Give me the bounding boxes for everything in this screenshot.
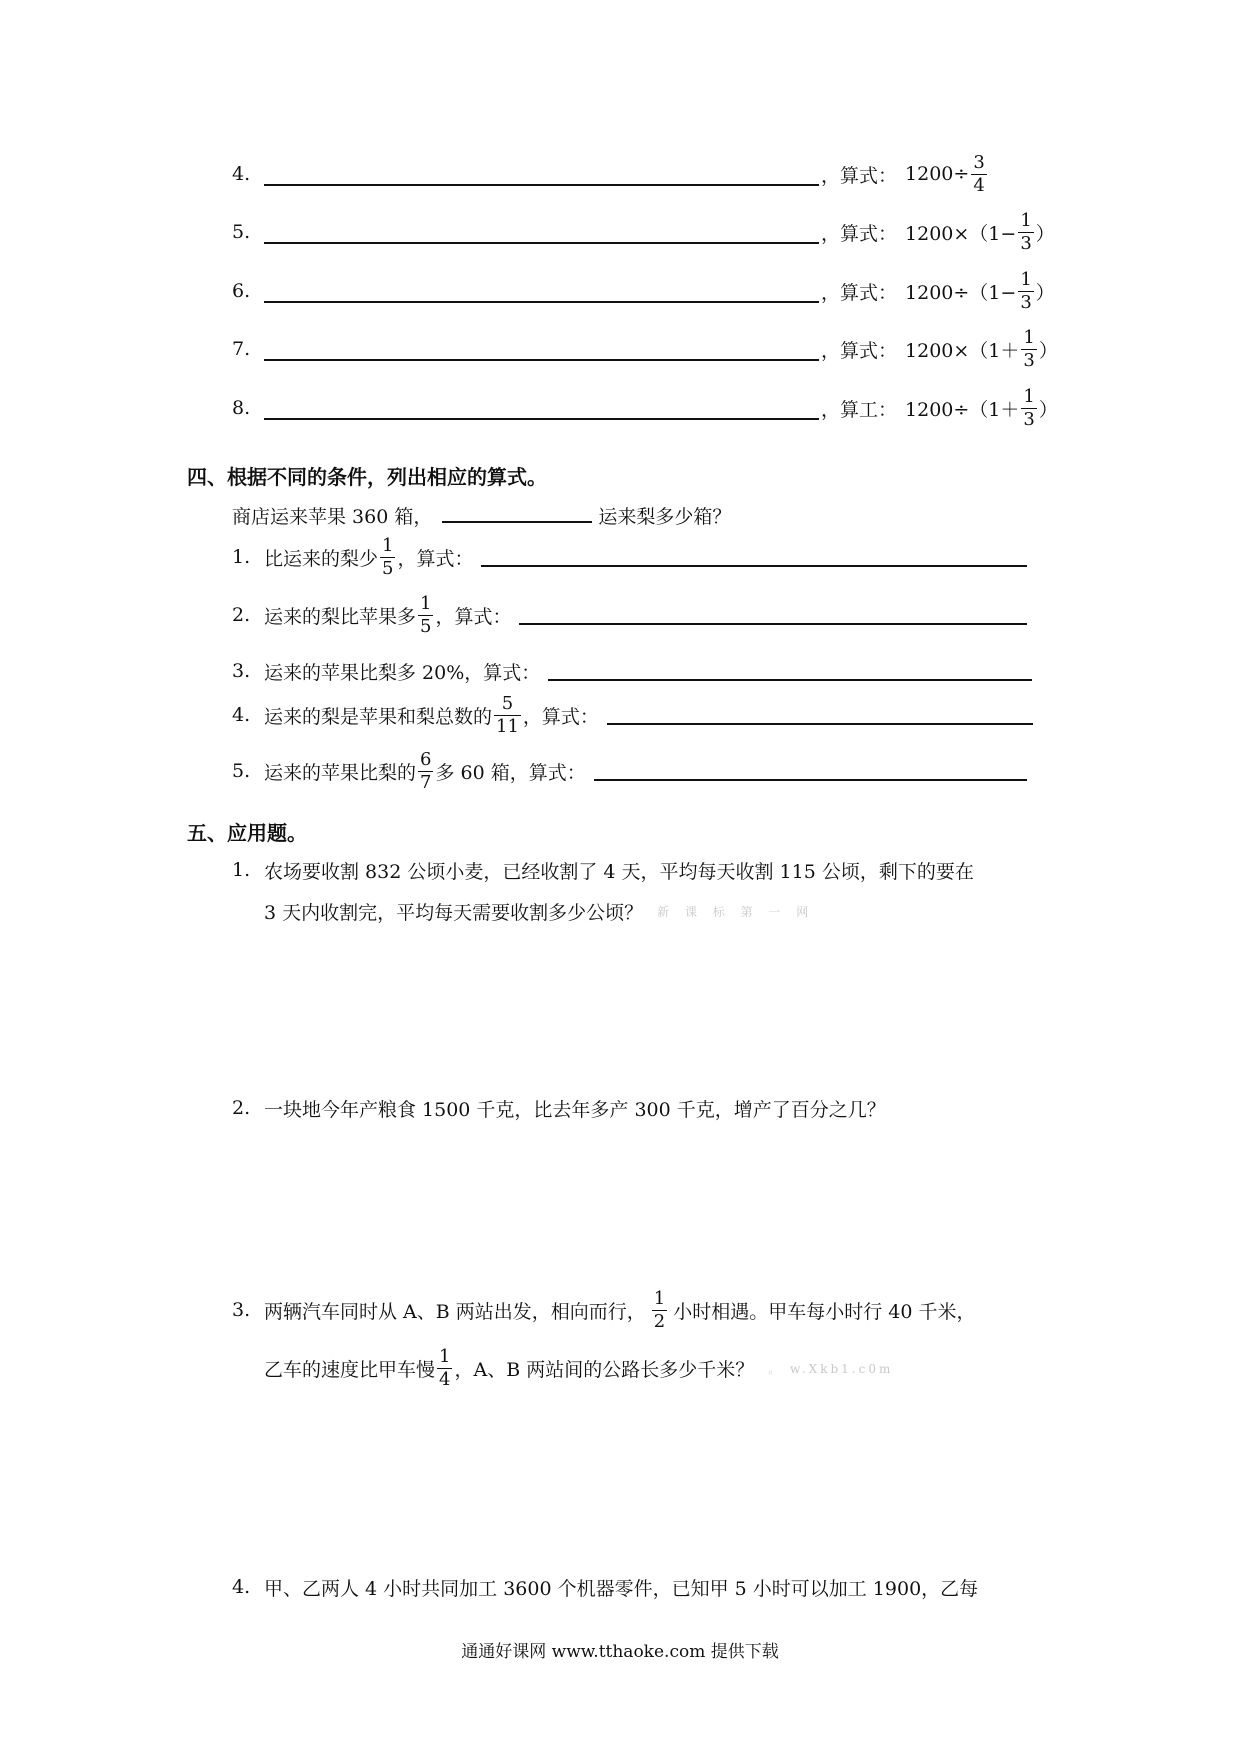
- condition-row: [232, 689, 1033, 741]
- fraction-numerator: 1: [1023, 326, 1035, 348]
- condition-row: [232, 531, 1027, 583]
- q3-fraction-half: [652, 1288, 667, 1333]
- page-footer: 通通好课网 www.tthaoke.com 提供下载: [461, 1642, 779, 1662]
- calc-fraction: [1021, 327, 1036, 372]
- condition-fraction: [418, 749, 433, 794]
- calc-suffix: ）: [1038, 339, 1058, 362]
- calc-suffix: ）: [1035, 281, 1055, 304]
- calc-row: [232, 382, 1058, 434]
- q1-line2: [264, 896, 814, 926]
- separator: ，: [821, 222, 841, 245]
- answer-blank[interactable]: [548, 679, 1032, 681]
- q1-number: 1.: [232, 859, 251, 881]
- calc-row: [232, 265, 1055, 317]
- fraction-numerator: 1: [1020, 209, 1032, 231]
- fraction-denominator: 7: [420, 771, 432, 793]
- answer-blank[interactable]: [607, 723, 1033, 725]
- fraction-denominator: 3: [1020, 232, 1032, 254]
- q3-line1: [232, 1285, 975, 1335]
- q2-text: 一块地今年产粮食 1500 千克，比去年多产 300 千克，增产了百分之几？: [264, 1098, 886, 1121]
- item-number: 5.: [232, 221, 251, 243]
- q4-number: 4.: [232, 1576, 251, 1598]
- q2-number: 2.: [232, 1097, 251, 1119]
- calc-prefix: 1200×（1＋: [905, 339, 1020, 362]
- condition-fraction: [494, 693, 521, 738]
- q3-line2: [264, 1343, 893, 1393]
- item-number: 1.: [232, 546, 251, 568]
- condition-text: 运来的梨是苹果和梨总数的: [264, 705, 493, 728]
- q1-line1: [232, 855, 974, 885]
- answer-blank[interactable]: [264, 418, 819, 420]
- q1-watermark: 新 课 标 第 一 网: [657, 904, 815, 919]
- calc-fraction: [1021, 386, 1036, 431]
- fraction-numerator: 6: [420, 748, 432, 770]
- item-number: 6.: [232, 280, 251, 302]
- section-4-intro: [232, 500, 731, 530]
- condition-text: 比运来的梨少: [264, 547, 379, 570]
- item-number: 8.: [232, 397, 251, 419]
- q3-number: 3.: [232, 1299, 251, 1321]
- fraction-denominator: 4: [973, 174, 985, 196]
- condition-row: [232, 589, 1027, 641]
- item-number: 4.: [232, 163, 251, 185]
- calc-label: 算式：: [840, 281, 898, 304]
- q3-text-1a: 两辆汽车同时从 A、B 两站出发，相向而行，: [264, 1300, 646, 1323]
- answer-blank[interactable]: [264, 184, 819, 186]
- item-number: 3.: [232, 660, 251, 682]
- separator: ，: [821, 164, 841, 187]
- condition-fraction: [380, 535, 395, 580]
- calc-prefix: 1200÷: [905, 163, 970, 185]
- answer-blank[interactable]: [264, 242, 819, 244]
- q3-frac2-denominator: 4: [439, 1368, 451, 1390]
- answer-blank[interactable]: [481, 565, 1027, 567]
- section-4-heading: 四、根据不同的条件，列出相应的算式。: [187, 465, 547, 489]
- q3-frac2-numerator: 1: [439, 1345, 451, 1367]
- item-number: 4.: [232, 704, 251, 726]
- condition-row: [232, 745, 1027, 797]
- fraction-numerator: 5: [501, 692, 514, 714]
- calc-prefix: 1200×（1−: [905, 222, 1017, 245]
- fraction-denominator: 11: [496, 715, 519, 737]
- q1-text-1: 农场要收割 832 公顷小麦，已经收割了 4 天，平均每天收割 115 公顷，剩下的要在: [264, 860, 974, 883]
- calc-prefix: 1200÷（1−: [905, 281, 1017, 304]
- q1-text-2: 3 天内收割完，平均每天需要收割多少公顷？: [264, 901, 644, 924]
- separator: ，: [821, 281, 841, 304]
- fraction-denominator: 3: [1023, 349, 1035, 371]
- intro-text-b: 运来梨多少箱？: [598, 505, 732, 528]
- separator: ，: [821, 398, 841, 421]
- item-number: 2.: [232, 604, 251, 626]
- fraction-numerator: 3: [973, 151, 985, 173]
- condition-suffix: 多 60 箱，算式：: [435, 761, 586, 784]
- fraction-numerator: 1: [420, 592, 432, 614]
- condition-suffix: ，算式：: [522, 705, 599, 728]
- fraction-numerator: 1: [382, 534, 394, 556]
- calc-label: 算式：: [840, 164, 898, 187]
- calc-row: [232, 323, 1058, 375]
- calc-suffix: ）: [1035, 222, 1055, 245]
- answer-blank[interactable]: [519, 623, 1027, 625]
- q3-watermark: 。 w.Xkb1.c0m: [768, 1361, 894, 1376]
- calc-row: [232, 206, 1055, 258]
- condition-text: 运来的苹果比梨多 20%，算式：: [264, 661, 541, 684]
- q3-text-2a: 乙车的速度比甲车慢: [264, 1358, 436, 1381]
- q2-line: [232, 1093, 886, 1123]
- condition-fraction: [418, 593, 433, 638]
- q3-frac1-numerator: 1: [653, 1287, 666, 1309]
- q3-frac1-denominator: 2: [653, 1310, 666, 1332]
- q3-fraction-quarter: [437, 1346, 452, 1391]
- condition-suffix: ，算式：: [435, 605, 512, 628]
- q4-line: [232, 1572, 978, 1602]
- separator: ，: [821, 339, 841, 362]
- intro-text-a: 商店运来苹果 360 箱，: [232, 505, 433, 528]
- condition-suffix: ，算式：: [397, 547, 474, 570]
- calc-row: [232, 148, 989, 200]
- answer-blank[interactable]: [594, 779, 1027, 781]
- fraction-denominator: 5: [420, 615, 432, 637]
- intro-blank[interactable]: [442, 521, 592, 523]
- fraction-numerator: 1: [1020, 268, 1032, 290]
- item-number: 7.: [232, 338, 251, 360]
- calc-label: 算工：: [840, 398, 898, 421]
- fraction-denominator: 3: [1020, 291, 1032, 313]
- answer-blank[interactable]: [264, 301, 819, 303]
- item-number: 5.: [232, 760, 251, 782]
- q4-text: 甲、乙两人 4 小时共同加工 3600 个机器零件，已知甲 5 小时可以加工 1900，乙每: [264, 1577, 979, 1600]
- calc-suffix: ）: [1038, 398, 1058, 421]
- calc-label: 算式：: [840, 339, 898, 362]
- calc-fraction: [1018, 269, 1033, 314]
- condition-text: 运来的梨比苹果多: [264, 605, 417, 628]
- condition-text: 运来的苹果比梨的: [264, 761, 417, 784]
- q3-text-1b: 小时相遇。甲车每小时行 40 千米，: [673, 1300, 976, 1323]
- calc-prefix: 1200÷（1＋: [905, 398, 1020, 421]
- calc-label: 算式：: [840, 222, 898, 245]
- fraction-numerator: 1: [1023, 385, 1035, 407]
- calc-fraction: [971, 152, 986, 197]
- q3-text-2b: ，A、B 两站间的公路长多少千米？: [454, 1358, 755, 1381]
- calc-fraction: [1018, 210, 1033, 255]
- fraction-denominator: 3: [1023, 408, 1035, 430]
- answer-blank[interactable]: [264, 359, 819, 361]
- fraction-denominator: 5: [382, 557, 394, 579]
- section-5-heading: 五、应用题。: [187, 821, 307, 845]
